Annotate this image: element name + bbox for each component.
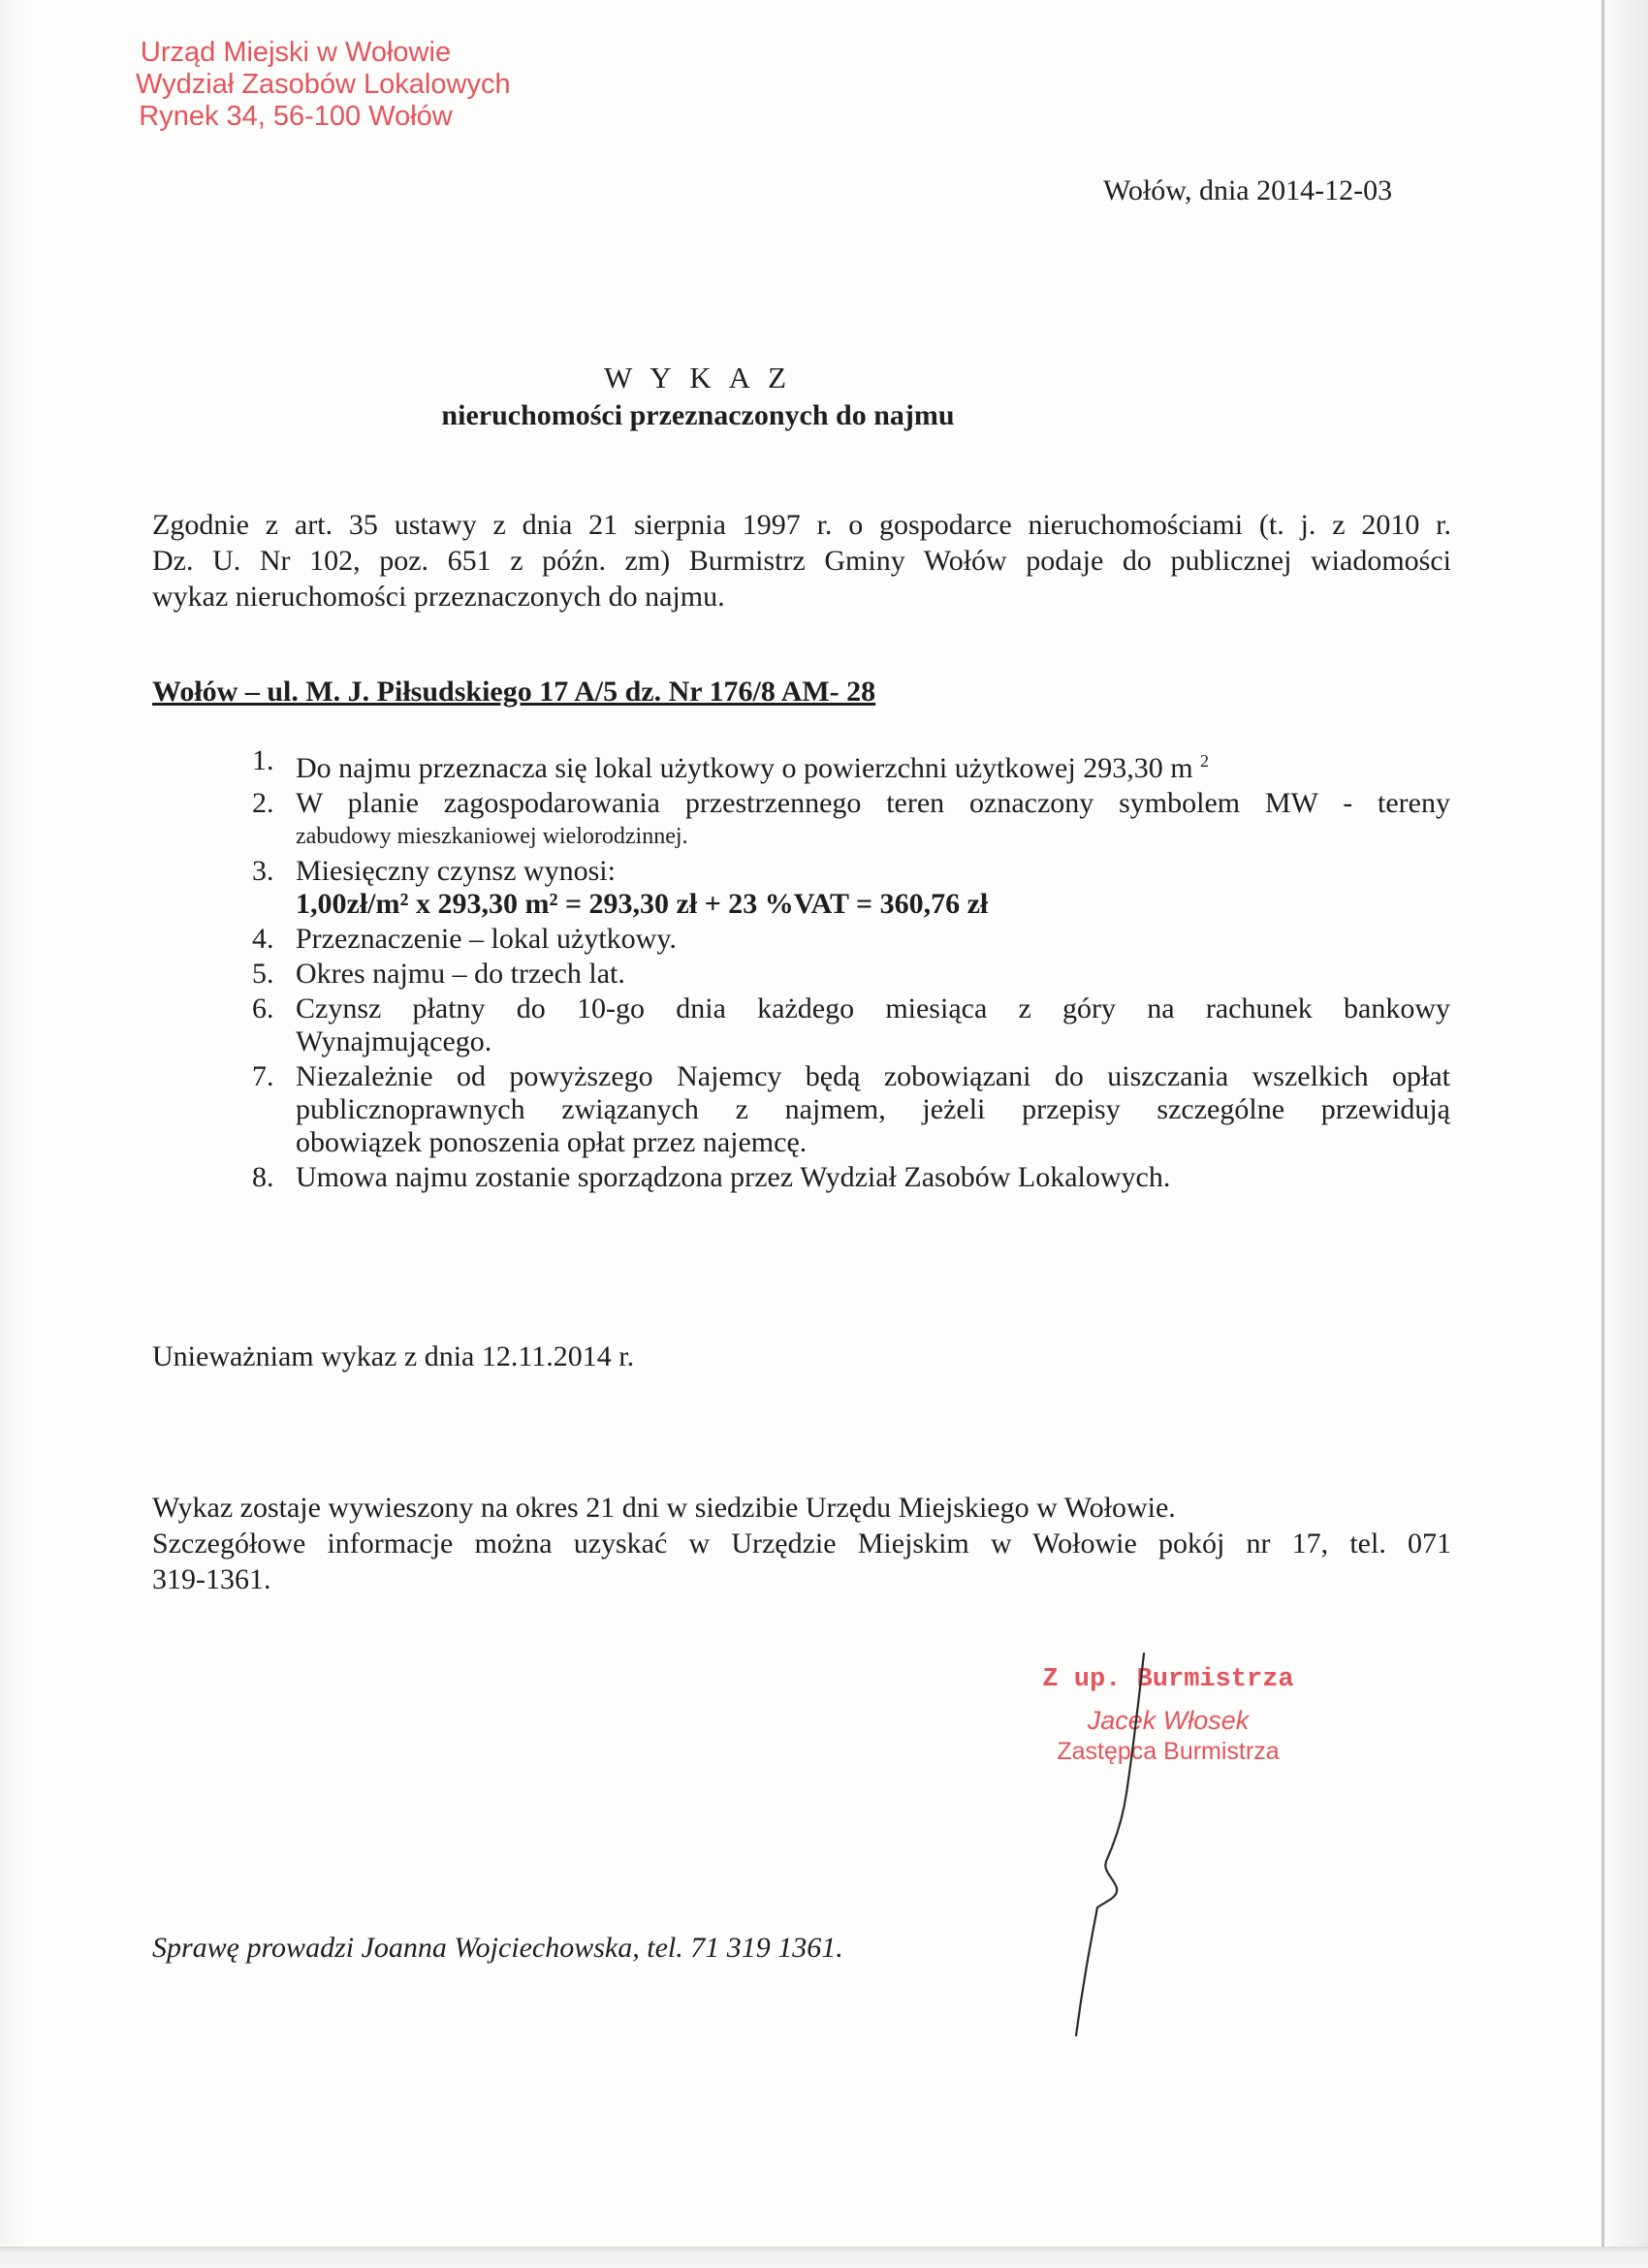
item-text: Okres najmu – do trzech lat. xyxy=(296,958,625,990)
cancellation-note: Unieważniam wykaz z dnia 12.11.2014 r. xyxy=(152,1340,635,1372)
list-item xyxy=(252,855,1450,921)
item-number: 5. xyxy=(252,958,274,990)
list-item xyxy=(252,744,1450,785)
document-title: W Y K A Z xyxy=(603,361,793,394)
item-text: Umowa najmu zostanie sporządzona przez Wydział Zasobów Lokalowych. xyxy=(296,1161,1171,1193)
office-address: Rynek 34, 56-100 Wołów xyxy=(139,101,453,132)
rent-formula: 1,00zł/m² x 293,30 m² = 293,30 zł + 23 %VAT = 360,76 zł xyxy=(296,888,989,920)
item-number: 8. xyxy=(252,1161,274,1193)
conditions-list xyxy=(252,744,1450,1196)
office-name: Urząd Miejski w Wołowie xyxy=(140,37,452,68)
item-text: W planie zagospodarowania przestrzennego teren oznaczony symbolem MW - tereny xyxy=(296,787,1450,819)
handwritten-signature xyxy=(1037,1648,1212,2055)
item-number: 3. xyxy=(252,855,274,887)
publication-paragraph xyxy=(152,1490,1451,1597)
property-heading: Wołów – ul. M. J. Piłsudskiego 17 A/5 dz. Nr 176/8 AM- 28 xyxy=(152,676,876,708)
item-text-continued: obowiązek ponoszenia opłat przez najemcę. xyxy=(296,1126,808,1158)
signatory-role: Zastępca Burmistrza xyxy=(1057,1738,1280,1765)
item-number: 4. xyxy=(252,923,274,955)
department-name: Wydział Zasobów Lokalowych xyxy=(136,69,511,100)
item-text-continued: publicznoprawnych związanych z najmem, jeżeli przepisy szczególne przewidują xyxy=(296,1093,1450,1125)
item-text-main: Do najmu przeznacza się lokal użytkowy o powierzchni użytkowej 293,30 m xyxy=(296,752,1193,784)
list-item xyxy=(252,923,1450,956)
page-edge-right xyxy=(1601,0,1604,2268)
item-text: Czynsz płatny do 10-go dnia każdego miesiąca z góry na rachunek bankowy xyxy=(296,992,1450,1024)
item-number: 6. xyxy=(252,992,274,1024)
document-subtitle: nieruchomości przeznaczonych do najmu xyxy=(441,399,955,431)
publish-line-1: Wykaz zostaje wywieszony na okres 21 dni w siedzibie Urzędu Miejskiego w Wołowie. xyxy=(152,1492,1176,1524)
publish-line-3: 319-1361. xyxy=(152,1563,271,1595)
item-text-continued: Wynajmującego. xyxy=(296,1025,492,1057)
case-handler-note: Sprawę prowadzi Joanna Wojciechowska, tel. 71 319 1361. xyxy=(152,1932,843,1964)
intro-line-3: wykaz nieruchomości przeznaczonych do najmu. xyxy=(152,581,725,613)
item-text-continued: zabudowy mieszkaniowej wielorodzinnej. xyxy=(296,824,688,849)
document-date: Wołów, dnia 2014-12-03 xyxy=(1103,174,1393,206)
list-item xyxy=(252,787,1450,853)
list-item xyxy=(252,1161,1450,1194)
item-text: Niezależnie od powyższego Najemcy będą zobowiązani do uiszczania wszelkich opłat xyxy=(296,1060,1450,1092)
item-number: 7. xyxy=(252,1060,274,1092)
item-number: 1. xyxy=(252,744,274,776)
list-item xyxy=(252,958,1450,991)
list-item xyxy=(252,992,1450,1058)
item-text: Przeznaczenie – lokal użytkowy. xyxy=(296,923,677,955)
item-text: Miesięczny czynsz wynosi: xyxy=(296,855,616,887)
item-number: 2. xyxy=(252,787,274,819)
page-edge-bottom xyxy=(0,2247,1648,2268)
office-header-stamp xyxy=(136,37,511,133)
item-text xyxy=(296,744,1450,785)
list-item xyxy=(252,1060,1450,1159)
area-unit-superscript: 2 xyxy=(1200,751,1210,771)
intro-line-2: Dz. U. Nr 102, poz. 651 z późn. zm) Burmistrz Gminy Wołów podaje do publicznej wiadomości xyxy=(152,545,1451,577)
signatory-name: Jacek Włosek xyxy=(1087,1706,1250,1735)
publish-line-2: Szczegółowe informacje można uzyskać w Urzędzie Miejskim w Wołowie pokój nr 17, tel. 071 xyxy=(152,1528,1451,1559)
on-behalf-line: Z up. Burmistrza xyxy=(1042,1665,1294,1694)
intro-line-1: Zgodnie z art. 35 ustawy z dnia 21 sierpnia 1997 r. o gospodarce nieruchomościami (t. j. z 2010 r. xyxy=(152,509,1451,541)
intro-paragraph xyxy=(152,507,1451,614)
